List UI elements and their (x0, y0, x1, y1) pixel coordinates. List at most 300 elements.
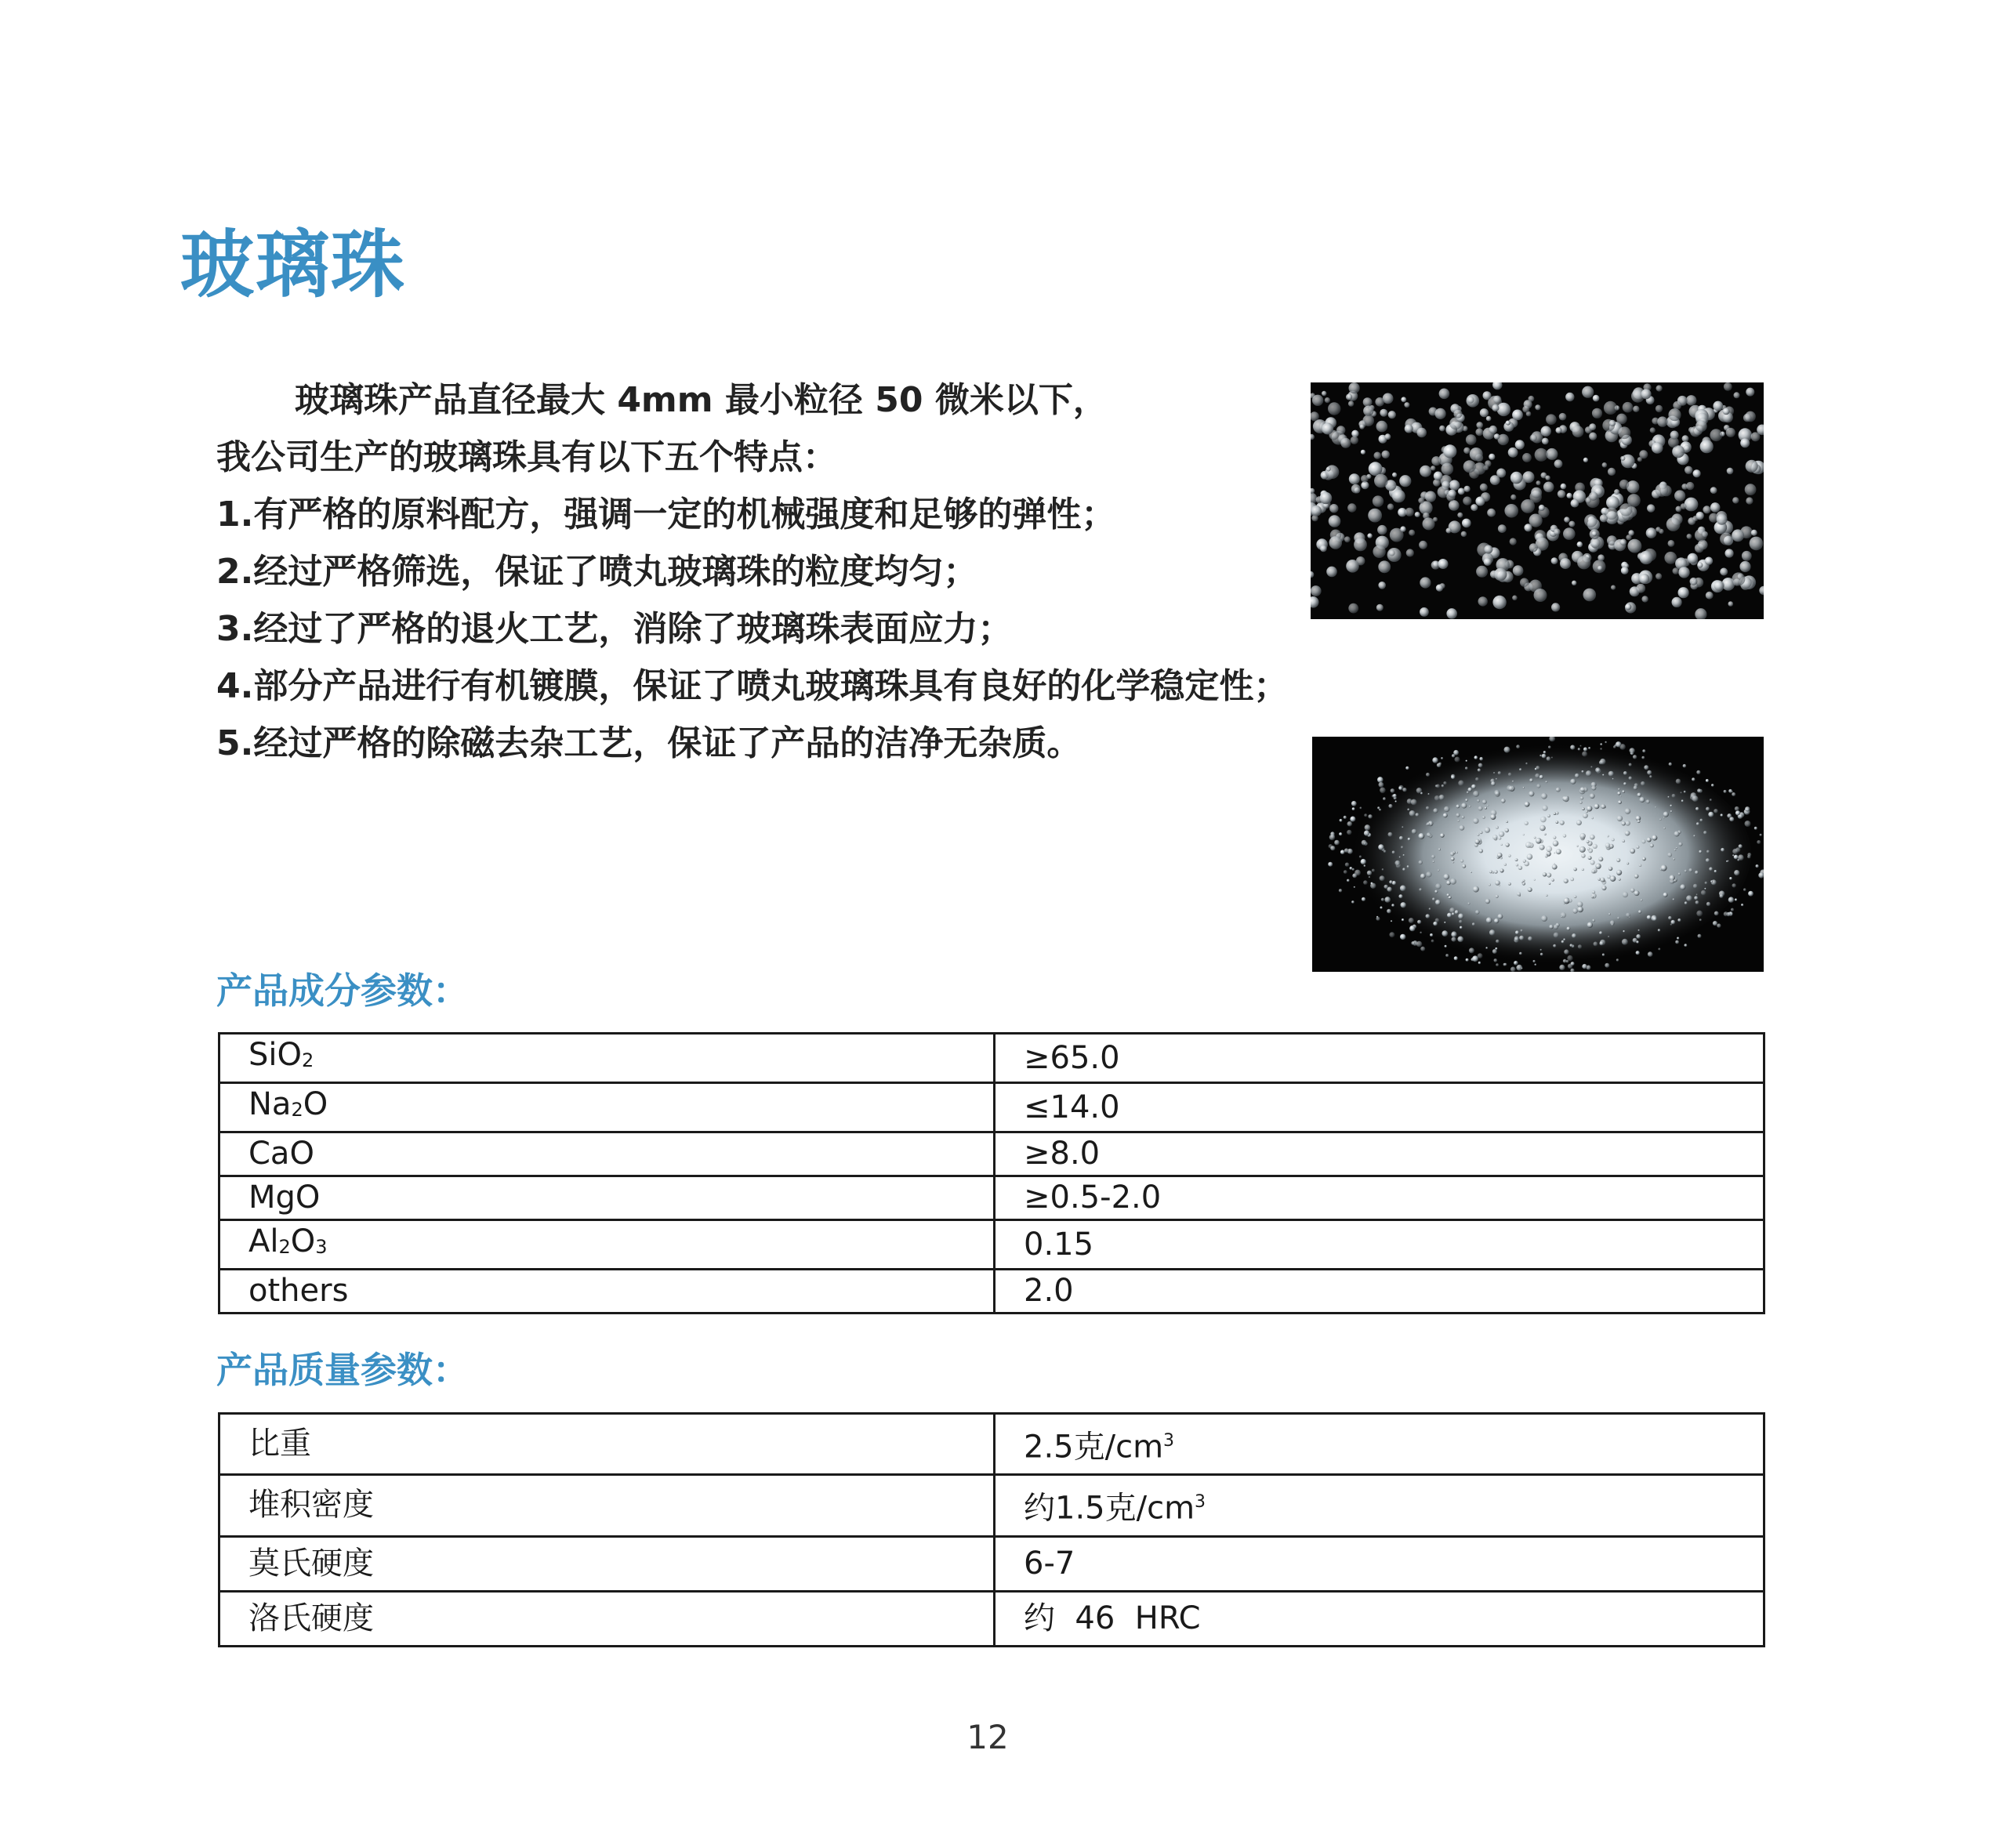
bead (1496, 940, 1500, 944)
bead (1699, 850, 1702, 853)
bead (1489, 426, 1498, 434)
bead (1628, 539, 1642, 553)
bead (1322, 423, 1333, 435)
component-name: MgO (219, 1176, 995, 1220)
bead (1594, 942, 1598, 947)
intro-line: 我公司生产的玻璃珠具有以下五个特点： (216, 437, 837, 477)
bead (1376, 421, 1388, 433)
bead (1746, 388, 1754, 397)
bead (1623, 402, 1634, 413)
bead (1728, 789, 1732, 793)
bead (1367, 871, 1372, 875)
bead (1460, 926, 1463, 929)
bead (1674, 831, 1680, 836)
bead (1583, 787, 1588, 792)
bead (1425, 491, 1436, 502)
bead (1647, 770, 1652, 775)
bead (1329, 536, 1343, 549)
bead (1570, 878, 1574, 882)
bead (1452, 912, 1455, 915)
bead (1375, 397, 1384, 407)
bead (1717, 923, 1721, 927)
bead (1621, 567, 1629, 574)
bead (1617, 816, 1623, 822)
bead (1497, 403, 1510, 416)
bead (1619, 480, 1629, 489)
bead (1706, 850, 1710, 853)
bead (1446, 528, 1452, 534)
bead (1535, 964, 1537, 966)
bead (1499, 837, 1502, 840)
bead (1389, 550, 1395, 556)
bead (1494, 870, 1498, 874)
bead (1362, 840, 1367, 846)
bead (1312, 395, 1323, 406)
bead (1732, 497, 1739, 503)
bead (1602, 462, 1608, 468)
bead (1463, 448, 1470, 454)
bead (1510, 538, 1517, 545)
bead (1449, 908, 1455, 913)
bead (1350, 867, 1353, 870)
component-name: CaO (219, 1132, 995, 1176)
bead (1664, 552, 1677, 564)
bead (1403, 854, 1405, 856)
bead (1642, 857, 1646, 861)
component-value: 0.15 (995, 1220, 1764, 1270)
bead (1430, 933, 1433, 937)
bead (1582, 868, 1584, 871)
bead (1605, 508, 1618, 520)
bead (1369, 876, 1370, 878)
bead (1567, 493, 1572, 498)
bead (1706, 902, 1710, 906)
bead (1433, 808, 1438, 813)
bead (1427, 832, 1431, 837)
bead (1553, 840, 1559, 846)
bead (1574, 896, 1577, 899)
bead (1731, 908, 1734, 911)
bead (1431, 466, 1435, 470)
bead (1534, 836, 1536, 839)
bead (1692, 777, 1695, 781)
bead (1389, 880, 1392, 883)
bead (1442, 784, 1445, 788)
bead (1590, 835, 1595, 840)
bead (1478, 769, 1481, 772)
bead (1505, 842, 1509, 846)
bead (1592, 531, 1598, 537)
bead (1433, 922, 1438, 926)
bead (1735, 810, 1740, 815)
bead (1546, 846, 1552, 852)
bead (1659, 818, 1662, 821)
bead (1634, 786, 1637, 790)
bead (1639, 574, 1649, 584)
table-row (219, 1270, 1764, 1314)
bead (1641, 389, 1652, 399)
bead (1435, 883, 1441, 889)
bead (1360, 807, 1362, 810)
table-row (219, 1220, 1764, 1270)
bead (1416, 788, 1422, 793)
bead (1695, 529, 1707, 542)
bead (1340, 438, 1351, 448)
bead (1361, 475, 1369, 483)
bead (1380, 875, 1385, 881)
bead (1514, 937, 1519, 941)
property-name: 堆积密度 (219, 1475, 995, 1536)
bead (1622, 821, 1626, 825)
bead (1582, 964, 1587, 969)
bead (1675, 940, 1679, 944)
bead (1698, 540, 1708, 550)
bead (1688, 868, 1692, 872)
intro-text (216, 371, 1376, 772)
bead (1471, 784, 1476, 789)
bead (1462, 519, 1471, 528)
bead (1475, 497, 1485, 506)
bead (1636, 934, 1641, 939)
bead (1450, 852, 1455, 857)
bead (1510, 967, 1516, 973)
bead (1618, 426, 1630, 439)
bead (1392, 881, 1396, 885)
table-row (219, 1176, 1764, 1220)
bead (1427, 822, 1430, 825)
bead (1598, 857, 1603, 861)
bead (1419, 833, 1425, 839)
bead (1457, 820, 1460, 822)
bead (1444, 874, 1450, 880)
bead (1478, 806, 1483, 811)
bead (1473, 791, 1479, 797)
bead (1616, 958, 1619, 961)
bead (1374, 474, 1388, 488)
bead (1438, 763, 1442, 766)
bead (1485, 827, 1490, 832)
bead (1330, 846, 1335, 850)
bead (1429, 908, 1431, 910)
bead (1703, 831, 1707, 835)
bead (1591, 785, 1596, 790)
bead (1554, 528, 1560, 534)
bead (1669, 763, 1672, 766)
bead (1442, 930, 1448, 937)
bead (1658, 948, 1660, 951)
bead (1580, 745, 1582, 747)
bead (1554, 812, 1557, 815)
bead (1467, 792, 1469, 794)
bead (1494, 790, 1500, 795)
bead (1428, 793, 1430, 795)
bead (1483, 391, 1492, 400)
bead (1368, 814, 1372, 818)
bead (1720, 568, 1728, 576)
bead (1497, 853, 1503, 858)
bead (1637, 457, 1642, 462)
feature-item: 1.有严格的原料配方，强调一定的机械强度和足够的弹性； (216, 495, 1116, 534)
bead (1630, 848, 1635, 853)
bead (1685, 870, 1688, 873)
bead (1667, 853, 1672, 857)
bead (1326, 567, 1337, 578)
bead (1399, 836, 1403, 840)
bead (1556, 427, 1562, 433)
bead (1677, 937, 1679, 940)
bead (1620, 539, 1627, 545)
bead (1370, 883, 1376, 889)
bead (1431, 855, 1435, 859)
bead (1434, 795, 1440, 801)
bead (1673, 401, 1681, 410)
bead (1743, 888, 1746, 891)
bead (1380, 788, 1386, 794)
bead (1540, 949, 1542, 951)
bead (1475, 428, 1483, 436)
bead (1564, 879, 1569, 883)
bead (1583, 813, 1588, 818)
bead (1423, 517, 1435, 530)
bead (1681, 792, 1682, 793)
bead (1556, 849, 1561, 854)
bead (1508, 882, 1511, 886)
bead (1325, 397, 1330, 403)
bead (1750, 537, 1764, 551)
bead (1487, 509, 1496, 517)
bead (1693, 469, 1701, 477)
bead (1406, 549, 1414, 556)
bead (1663, 812, 1669, 817)
bead (1676, 779, 1681, 784)
bead (1346, 393, 1352, 400)
bead (1608, 468, 1616, 476)
bead (1612, 838, 1615, 841)
bead (1494, 919, 1499, 923)
bead (1563, 527, 1576, 540)
bead (1401, 397, 1406, 402)
bead (1580, 796, 1583, 799)
bead (1572, 581, 1576, 585)
bead (1477, 834, 1479, 836)
bead (1527, 853, 1533, 860)
bead (1528, 887, 1532, 892)
bead (1554, 925, 1558, 929)
bead (1529, 842, 1534, 848)
bead (1496, 778, 1497, 780)
bead (1382, 868, 1384, 871)
bead (1346, 560, 1359, 573)
bead (1560, 821, 1565, 825)
bead (1608, 913, 1611, 915)
bead (1605, 842, 1611, 848)
bead (1432, 897, 1435, 900)
bead (1570, 745, 1575, 750)
bead (1709, 867, 1713, 871)
bead (1377, 777, 1384, 783)
bead (1392, 851, 1395, 854)
bead (1510, 472, 1523, 484)
bead (1678, 567, 1689, 578)
bead (1572, 908, 1578, 914)
bead (1724, 382, 1732, 391)
bead (1638, 910, 1641, 913)
bead (1567, 927, 1571, 931)
bead (1529, 791, 1534, 796)
bead (1362, 897, 1365, 901)
bead (1524, 524, 1532, 531)
bead (1384, 885, 1388, 889)
bead (1706, 858, 1710, 862)
bead (1672, 794, 1676, 798)
bead (1672, 597, 1682, 607)
bead (1605, 741, 1607, 744)
bead (1504, 863, 1507, 865)
bead (1639, 864, 1642, 867)
bead (1451, 931, 1456, 937)
bead (1641, 899, 1642, 900)
bead (1392, 490, 1405, 503)
bead (1641, 596, 1648, 602)
bead (1553, 944, 1556, 948)
bead (1435, 900, 1441, 905)
bead (1444, 922, 1445, 923)
bead (1344, 870, 1347, 874)
bead (1591, 817, 1594, 819)
bead (1484, 545, 1492, 554)
bead (1388, 832, 1393, 837)
glass-beads-scattered-photo (1311, 382, 1764, 619)
bead (1742, 551, 1752, 561)
bead (1399, 475, 1411, 487)
bead (1554, 459, 1563, 468)
bead (1469, 806, 1471, 807)
bead (1436, 585, 1443, 592)
bead (1480, 484, 1488, 491)
bead (1708, 812, 1714, 817)
bead (1402, 788, 1406, 792)
bead (1695, 807, 1699, 810)
bead (1579, 846, 1586, 853)
bead (1506, 421, 1510, 426)
bead (1677, 919, 1681, 922)
bead (1409, 530, 1415, 536)
bead (1583, 589, 1597, 602)
bead (1354, 538, 1367, 552)
bead (1395, 861, 1401, 866)
bead (1734, 392, 1740, 398)
bead (1658, 929, 1660, 931)
bead (1534, 589, 1547, 602)
bead (1459, 920, 1462, 923)
bead (1496, 826, 1499, 829)
bead (1521, 968, 1523, 969)
bead (1619, 503, 1632, 516)
bead (1601, 886, 1606, 890)
bead (1489, 883, 1491, 886)
bead (1639, 797, 1645, 803)
bead (1629, 763, 1632, 766)
bead (1685, 944, 1688, 947)
bead (1376, 604, 1384, 611)
bead (1551, 879, 1554, 881)
intro-line: 玻璃珠产品直径最大 4mm 最小粒径 50 微米以下， (295, 380, 1108, 420)
property-name: 洛氏硬度 (219, 1591, 995, 1646)
bead (1471, 504, 1478, 511)
bead (1636, 940, 1638, 943)
bead (1311, 585, 1322, 596)
bead (1495, 948, 1497, 950)
bead (1547, 873, 1551, 878)
bead (1374, 452, 1381, 459)
bead (1472, 955, 1478, 962)
bead (1644, 765, 1648, 770)
bead (1740, 438, 1750, 448)
bead (1361, 859, 1366, 864)
bead (1633, 406, 1639, 412)
bead (1634, 890, 1640, 896)
bead (1443, 781, 1446, 784)
bead (1522, 453, 1532, 462)
bead (1732, 849, 1738, 854)
bead (1706, 779, 1709, 782)
bead (1591, 869, 1595, 873)
bead (1465, 799, 1468, 802)
bead (1578, 944, 1582, 948)
bead (1754, 827, 1757, 830)
bead (1625, 603, 1631, 610)
bead (1454, 956, 1458, 960)
bead (1351, 484, 1361, 494)
bead (1471, 871, 1472, 873)
bead (1485, 806, 1487, 809)
bead (1496, 963, 1499, 966)
bead (1743, 414, 1752, 422)
bead (1734, 870, 1739, 875)
bead (1419, 541, 1427, 549)
bead (1673, 567, 1680, 574)
bead (1710, 880, 1713, 882)
bead (1385, 433, 1391, 440)
bead (1407, 809, 1409, 811)
bead (1608, 867, 1612, 871)
bead (1725, 549, 1734, 557)
bead (1489, 454, 1495, 460)
bead (1711, 784, 1714, 787)
bead (1695, 420, 1707, 432)
bead (1549, 882, 1551, 885)
bead (1745, 806, 1750, 811)
bead (1485, 460, 1491, 466)
feature-item: 2.经过严格筛选，保证了喷丸玻璃珠的粒度均匀； (216, 552, 978, 592)
bead (1398, 894, 1402, 898)
bead (1434, 890, 1438, 893)
bead (1507, 785, 1513, 792)
bead (1546, 414, 1557, 425)
bead (1729, 877, 1732, 880)
bead (1732, 854, 1734, 856)
bead (1485, 899, 1490, 904)
bead (1479, 757, 1483, 761)
bead (1637, 793, 1641, 797)
bead (1426, 871, 1431, 877)
bead (1473, 886, 1479, 893)
bead (1756, 864, 1759, 868)
bead (1485, 947, 1488, 949)
bead (1706, 807, 1710, 811)
bead (1678, 842, 1682, 846)
bead (1458, 488, 1465, 495)
